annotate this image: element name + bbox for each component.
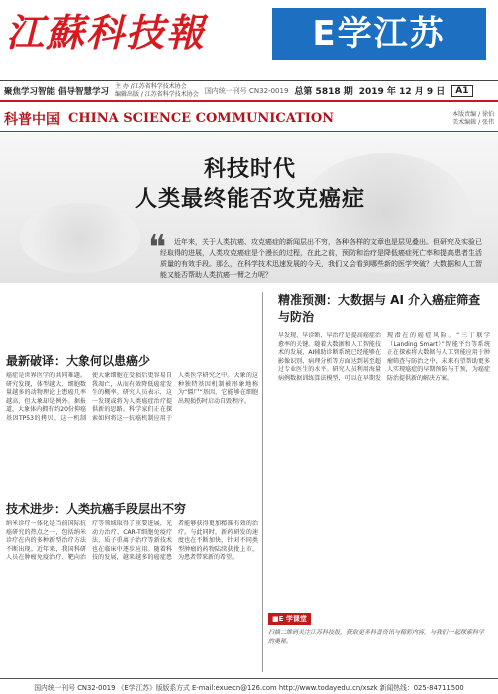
- info-bar: [0, 80, 498, 102]
- promo-box: [268, 606, 488, 654]
- slogan: 聚焦学习智能 倡导智慧学习: [4, 86, 109, 97]
- issue-number: 总第 5818 期: [294, 87, 353, 97]
- cn-number: 国内统一刊号 CN32-0019: [204, 86, 289, 95]
- promo-label: ■E 学课堂: [268, 613, 311, 625]
- headline-line-1: 科技时代: [203, 157, 296, 182]
- masthead: [0, 0, 498, 68]
- footer-bar: 国内统一刊号 CN32-0019 《E学江苏》版版系方式 E-mail:exuecn@126.com http://www.todayedu.cn/xszk 新闻热线：025-84711500: [0, 678, 498, 694]
- publisher-line-1: 主 办 /江苏省科学技术协会: [114, 82, 187, 90]
- section-title-cn: 科普中国: [4, 111, 60, 128]
- headline-line-2: 人类最终能否攻克癌症: [134, 187, 365, 212]
- intro-paragraph: 近年来，关于人类抗癌、攻克癌症的新闻层出不穷，各种各样的文章也是层见叠出。但研究及实验已经取得的进展，人类攻克癌症是个漫长的过程，在此之前，预防和治疗是降低癌症死亡率和提高患者生活质量的有效手段。那么，在科学技术迅速发展的今天，我们又会看到哪些新的医学突破？大数据和人工智能又能否帮助人类抗癌一臂之力呢？: [160, 238, 482, 279]
- section-body-elephant: 癌症是世界医学的共同难题。研究发现，体型越大、细胞数量越多的动物理论上患癌几率越高，但大象却是例外。据报道，大象体内拥有约20份抑癌基因TP53的拷贝，这一机制使大象细胞在受损后更容易自我凋亡，从而有效降低癌症发生的概率。研究人员表示，这一发现或将为人类癌症治疗提供新的思路。科学家们正在探索如何将这一抗癌机制应用于人类医学研究之中。大象的这种独特基因机制被形象地称为“僵尸”基因，它能够在细胞出现损伤时启动自毁程序。: [6, 372, 258, 422]
- editor-credit-2: 美术编辑 / 张伟: [452, 118, 494, 126]
- section-heading-elephant: 最新破译：大象何以患癌少: [6, 354, 151, 368]
- issue-date: 2019 年 12 月 9 日: [358, 87, 446, 97]
- publisher-info: [115, 83, 199, 99]
- section-bar: [0, 106, 498, 132]
- section-title-en: CHINA SCIENCE COMMUNICATION: [68, 111, 335, 126]
- section-body-technology: 纳米诊疗一体化是当前国际抗癌研究的热点之一，包括纳米诊疗在内的多种新型治疗方法不断出现。近年来，我国科研人员在肿瘤免疫治疗、靶向治疗等领域取得了重要进展，光动力治疗、CAR-T细胞免疫疗法、质子重离子治疗等新技术也在临床中逐步应用。随着科技的发展，越来越多的癌症患者能够获得更加精准有效的治疗。与此同时，新药研发的速度也在不断加快，针对不同类型肿瘤的药物陆续获批上市，为患者带来新的希望。: [6, 520, 258, 562]
- section-heading-ai: 精准预测：大数据与 AI 介入癌症筛查与防治: [278, 293, 481, 324]
- newspaper-title: 江蘇科技報: [6, 10, 207, 55]
- page-number: A1: [451, 85, 472, 97]
- column-divider: [262, 292, 263, 672]
- edition-banner: E学江苏: [272, 8, 486, 60]
- section-body-ai: 早发现、早诊断、早治疗是提高癌症治愈率的关键。随着大数据和人工智能技术的发展，AI辅助诊断系统已经能够在影像识别、病理分析等方面达到甚至超过专业医生的水平。研究人员利用海量病例数据训练算法模型，可以在早期发现潜在的癌症风险。“三丁联学（Landing Smart）”智能平台等系统正在探索将大数据与人工智能应用于肿瘤筛查与防治之中，未来有望帮助更多人实现癌症的早期预防与干预，为癌症防治提供新的解决方案。: [278, 332, 490, 382]
- editor-credit-1: 本版责编 / 徐伯: [452, 110, 494, 118]
- main-headline: [60, 155, 440, 215]
- promo-text: 扫描二维码关注江苏科技报，获取更多科普资讯与精彩内容，与我们一起探索科学的奥秘。: [268, 629, 485, 645]
- section-heading-technology: 技术进步：人类抗癌手段层出不穷: [6, 502, 187, 516]
- editor-credits: [452, 111, 494, 127]
- publisher-line-2: 编辑出版 / 江苏省科学技术协会: [114, 90, 199, 98]
- quote-icon: ❝: [148, 228, 167, 268]
